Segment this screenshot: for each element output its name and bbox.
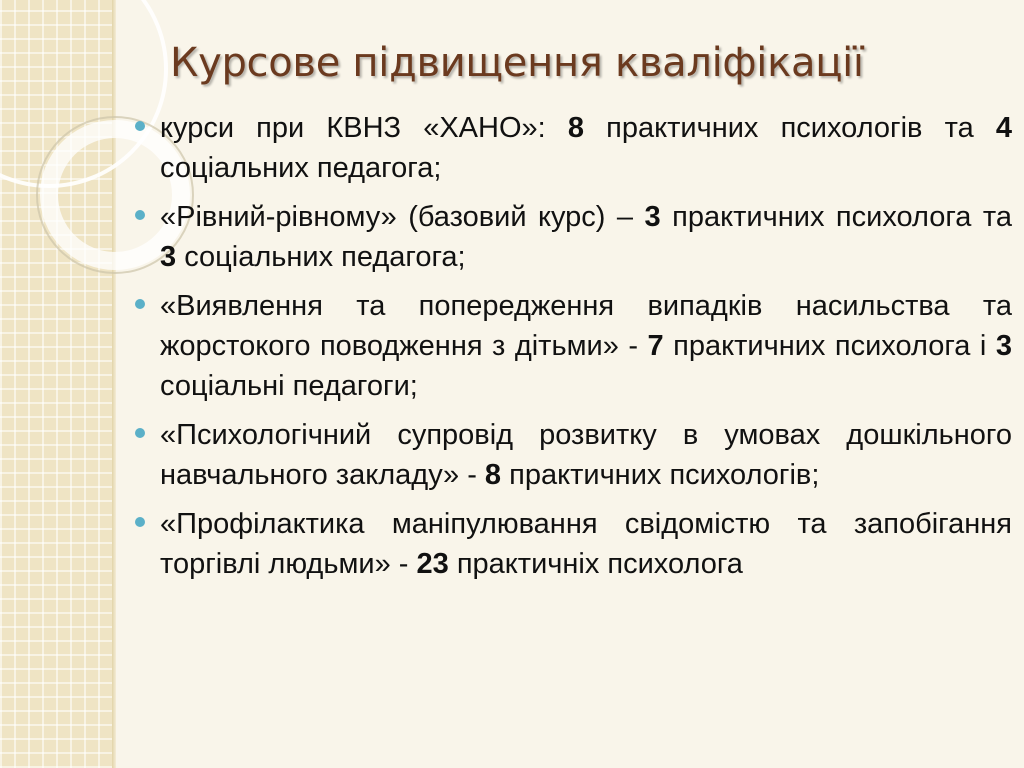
item-text: практичних психолога і	[663, 330, 996, 362]
bullet-list	[130, 108, 1012, 593]
item-number: 3	[160, 241, 177, 273]
bullet-dot-icon	[135, 517, 145, 527]
item-text: практичних психологів;	[501, 459, 820, 491]
item-text: «Виявлення та попередження випадків насильства та жорстокого поводження з дітьми» -	[160, 290, 1012, 362]
item-number: 3	[995, 330, 1012, 362]
bullet-dot-icon	[135, 121, 145, 131]
bullet-item-1	[130, 108, 1012, 188]
item-text: «Психологічний супровід розвитку в умовах дошкільного навчального закладу» -	[160, 419, 1012, 491]
item-number: 23	[416, 548, 449, 580]
bullet-item-5	[130, 504, 1012, 584]
bullet-dot-icon	[135, 299, 145, 309]
item-number: 8	[484, 459, 502, 491]
item-text: практичних психолога та	[660, 201, 1012, 233]
item-text: курси при КВНЗ «ХАНО»:	[160, 112, 568, 144]
bullet-dot-icon	[135, 210, 145, 220]
item-text: практичніх психолога	[448, 548, 743, 580]
slide-title: Курсове підвищення кваліфікації	[170, 40, 864, 86]
item-number: 3	[644, 201, 661, 233]
bullet-dot-icon	[135, 428, 145, 438]
bullet-item-2	[130, 197, 1012, 277]
item-text: практичних психологів та	[584, 112, 996, 144]
item-number: 7	[647, 330, 664, 362]
item-number: 4	[995, 112, 1012, 144]
item-text: «Рівний-рівному» (базовий курс) –	[160, 201, 645, 233]
item-text: соціальних педагога;	[160, 152, 442, 184]
item-text: соціальні педагоги;	[160, 370, 418, 402]
item-text: соціальних педагога;	[176, 241, 466, 273]
bullet-item-3	[130, 286, 1012, 406]
item-number: 8	[567, 112, 584, 144]
item-text: «Профілактика маніпулювання свідомістю та запобігання торгівлі людьми» -	[160, 508, 1012, 580]
bullet-item-4	[130, 415, 1012, 495]
